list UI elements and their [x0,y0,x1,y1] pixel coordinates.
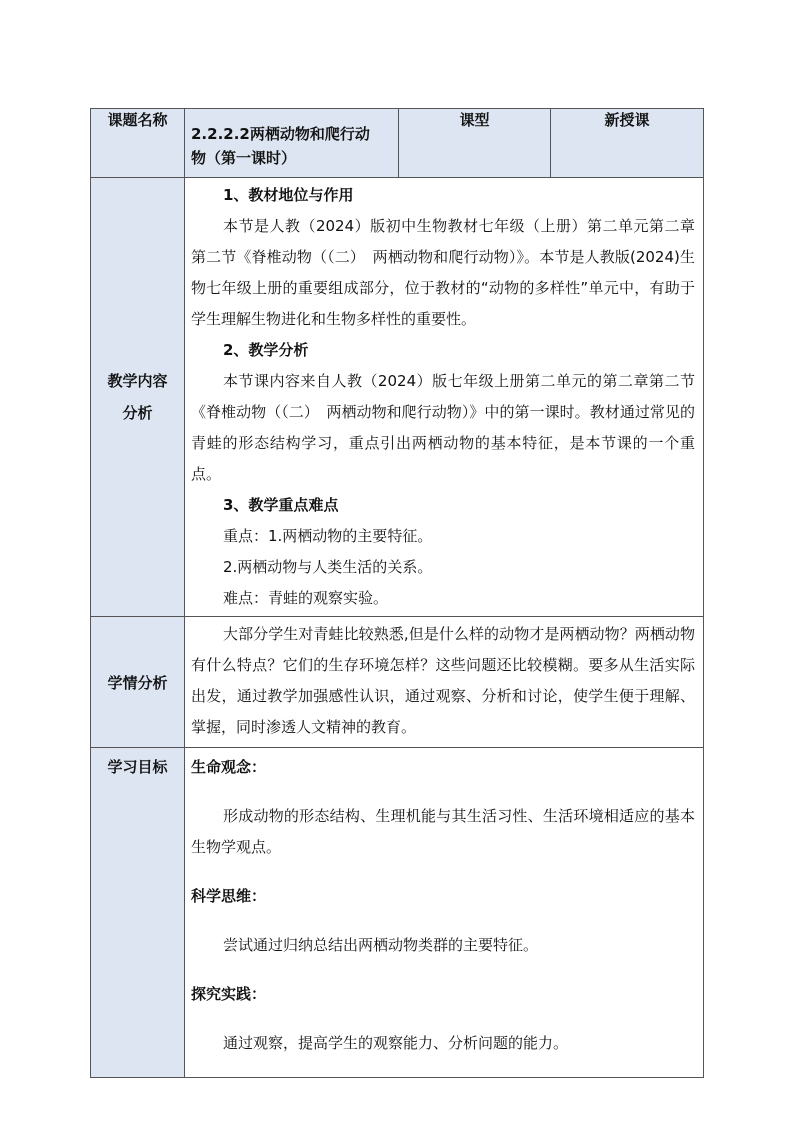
content-heading-3: 3、教学重点难点 [223,496,339,514]
content-row [91,178,704,617]
goal-text-2: 尝试通过归纳总结出两栖动物类群的主要特征。 [223,936,539,954]
content-key-point-1: 重点：1.两栖动物的主要特征。 [223,527,433,545]
label-title: 课题名称 [91,109,185,178]
learner-cell [185,617,704,748]
lesson-title-line1: 2.2.2.2两栖动物和爬行动 [191,125,370,143]
label-content-line1: 教学内容 [107,372,168,390]
goal-text-1: 形成动物的形态结构、生理机能与其生活习性、生活环境相适应的基本生物学观点。 [191,807,695,856]
lesson-title [185,109,399,178]
goal-heading-3: 探究实践： [191,985,267,1003]
label-goals: 学习目标 [91,748,185,1078]
goal-text-3: 通过观察，提高学生的观察能力、分析问题的能力。 [223,1034,569,1052]
goal-heading-1: 生命观念： [191,758,267,776]
content-cell [185,178,704,617]
lesson-type-value: 新授课 [551,109,704,178]
content-paragraph-2: 本节课内容来自人教（2024）版七年级上册第二单元的第二章第二节《脊椎动物（（二） 两栖动物和爬行动物）》中的第一课时。教材通过常见的青蛙的形态结构学习，重点引出两栖动物的基本特征，是本节课的一个重点。 [191,372,695,483]
lesson-plan-table [90,108,704,1078]
goals-row [91,748,704,1078]
learner-text: 大部分学生对青蛙比较熟悉,但是什么样的动物才是两栖动物？两栖动物有什么特点？它们的生存环境怎样？这些问题还比较模糊。要多从生活实际出发，通过教学加强感性认识，通过观察、分析和讨论，使学生便于理解、掌握，同时渗透人文精神的教育。 [191,625,695,736]
header-row [91,109,704,178]
label-content-line2: 分析 [122,404,153,422]
content-paragraph-1: 本节是人教（2024）版初中生物教材七年级（上册）第二单元第二章第二节《脊椎动物（（二） 两栖动物和爬行动物）》。本节是人教版(2024)生物七年级上册的重要组成部分，位于教材的“动物的多样性”单元中，有助于学生理解生物进化和生物多样性的重要性。 [191,217,695,328]
content-key-point-2: 2.两栖动物与人类生活的关系。 [223,558,433,576]
content-heading-1: 1、教材地位与作用 [223,186,354,204]
content-heading-2: 2、教学分析 [223,341,309,359]
label-learner: 学情分析 [91,617,185,748]
content-difficulty: 难点：青蛙的观察实验。 [223,589,389,607]
label-content [91,178,185,617]
goal-heading-2: 科学思维： [191,887,267,905]
label-type: 课型 [399,109,551,178]
lesson-title-line2: 物（第一课时） [191,149,297,167]
learner-row [91,617,704,748]
goals-cell [185,748,704,1078]
